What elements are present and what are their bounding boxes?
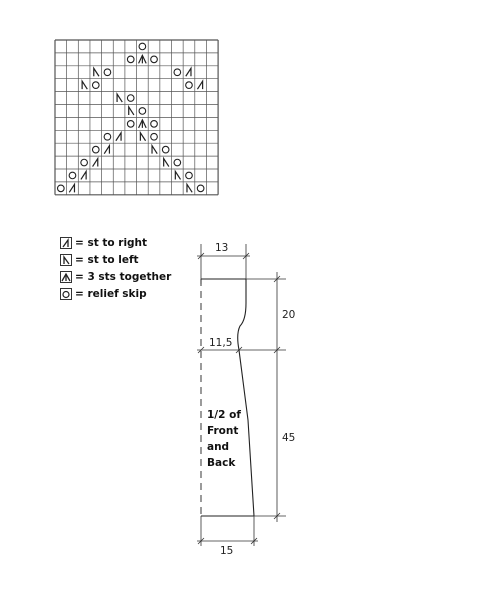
piece-outline	[201, 279, 254, 516]
upper-height-label: 20	[282, 309, 296, 321]
top-width-label: 13	[215, 242, 229, 254]
legend-label: = relief skip	[75, 287, 147, 300]
lower-height-label: 45	[282, 432, 296, 444]
piece-label-line-2: Front	[207, 425, 239, 437]
piece-label-line-3: and	[207, 441, 230, 453]
legend-label: = st to left	[75, 253, 139, 266]
mid-width-label: 11,5	[209, 337, 233, 349]
legend-label: = 3 sts together	[75, 270, 172, 283]
piece-label-line-4: Back	[207, 457, 236, 469]
piece-label-line-1: 1/2 of	[207, 409, 241, 421]
legend-label: = st to right	[75, 236, 148, 249]
bottom-width-dimension	[197, 516, 258, 546]
bottom-width-label: 15	[220, 545, 234, 557]
